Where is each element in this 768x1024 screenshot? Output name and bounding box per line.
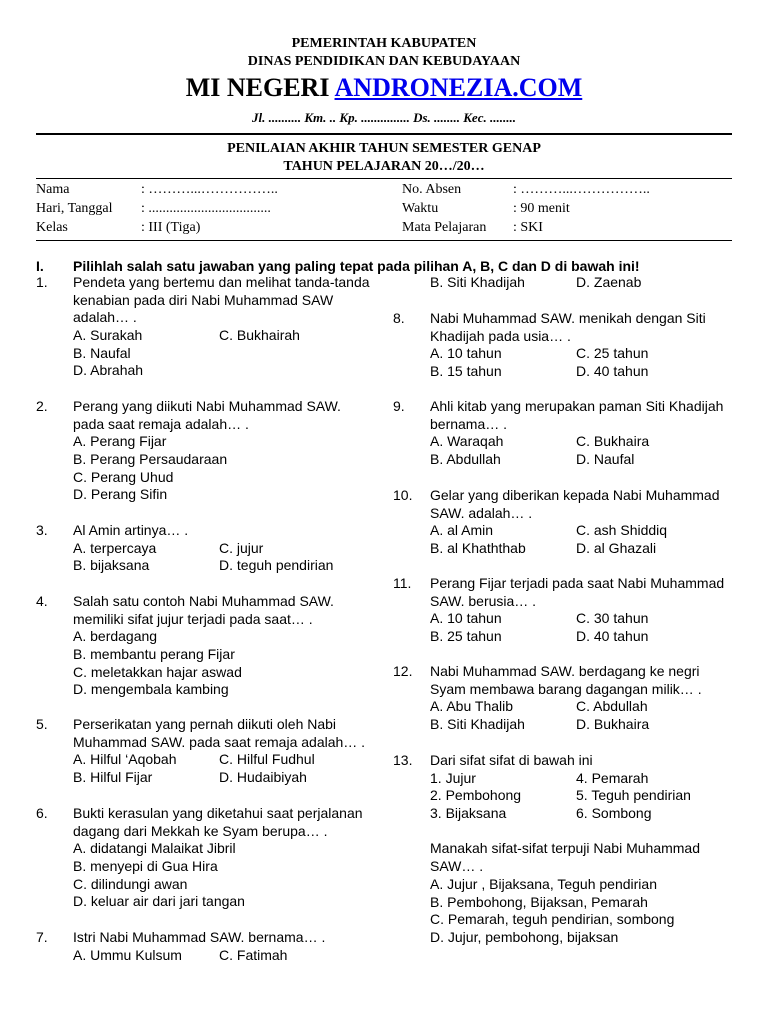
exam-year: TAHUN PELAJARAN 20…/20…: [283, 159, 485, 174]
option-a[interactable]: A. Jujur , Bijaksana, Teguh pendirian: [430, 875, 657, 892]
option-b[interactable]: B. Abdullah: [430, 451, 501, 468]
question-text: Dari sifat sifat di bawah ini: [430, 752, 593, 768]
question-number: 13.: [393, 752, 413, 768]
option-b[interactable]: B. al Khaththab: [430, 540, 526, 557]
question-text: Khadijah pada usia… .: [430, 327, 571, 344]
question-text: bernama… .: [430, 415, 508, 432]
government-line: PEMERINTAH KABUPATEN: [291, 36, 477, 51]
trait-item: 2. Pembohong: [430, 787, 522, 804]
question-number: 5.: [36, 716, 48, 732]
option-d[interactable]: D. Perang Sifin: [73, 486, 168, 503]
option-a[interactable]: A. Surakah: [73, 327, 143, 344]
option-d[interactable]: D. keluar air dari jari tangan: [73, 893, 245, 910]
info-value-field[interactable]: : ………...……………..: [513, 182, 650, 197]
question-text: Perserikatan yang pernah diikuti oleh Nabi: [73, 716, 337, 732]
question-text: Istri Nabi Muhammad SAW. bernama… .: [73, 929, 326, 945]
info-value: : III (Tiga): [141, 220, 201, 235]
info-label: Waktu: [402, 201, 439, 216]
question-text: Nabi Muhammad SAW. berdagang ke negri: [430, 663, 700, 679]
trait-item: 1. Jujur: [430, 769, 476, 786]
option-c[interactable]: C. Abdullah: [576, 698, 648, 715]
option-d[interactable]: D. al Ghazali: [576, 540, 657, 557]
question-text: Nabi Muhammad SAW. menikah dengan Siti: [430, 310, 706, 326]
question-text: Ahli kitab yang merupakan paman Siti Khadijah: [430, 398, 724, 414]
option-c[interactable]: C. 30 tahun: [576, 610, 649, 627]
question-number: 4.: [36, 593, 48, 609]
question-text: pada saat remaja adalah… .: [73, 415, 249, 432]
option-c[interactable]: C. Hilful Fudhul: [219, 751, 315, 768]
option-d[interactable]: D. Bukhaira: [576, 716, 650, 733]
trait-item: 3. Bijaksana: [430, 805, 507, 822]
question-text: Muhammad SAW. pada saat remaja adalah… .: [73, 733, 366, 750]
question-prompt: SAW… .: [430, 858, 484, 875]
question-text: Perang yang diikuti Nabi Muhammad SAW.: [73, 398, 341, 414]
question-text: Syam membawa barang dagangan milik… .: [430, 680, 702, 697]
option-c[interactable]: C. Bukhairah: [219, 327, 300, 344]
option-d[interactable]: D. teguh pendirian: [219, 557, 334, 574]
option-a[interactable]: A. Ummu Kulsum: [73, 946, 182, 963]
question-number: 6.: [36, 805, 48, 821]
info-label: Nama: [36, 182, 70, 197]
option-b[interactable]: B. Siti Khadijah: [430, 274, 525, 290]
question-text: memiliki sifat jujur terjadi pada saat… .: [73, 610, 313, 627]
trait-item: 5. Teguh pendirian: [576, 787, 691, 804]
question-number: 12.: [393, 663, 413, 679]
option-c[interactable]: C. 25 tahun: [576, 345, 649, 362]
question-number: 7.: [36, 929, 48, 945]
option-c[interactable]: C. dilindungi awan: [73, 875, 188, 892]
title-divider: [36, 178, 732, 179]
section-number: I.: [36, 258, 44, 274]
trait-item: 4. Pemarah: [576, 769, 649, 786]
trait-item: 6. Sombong: [576, 805, 652, 822]
school-name: [0, 72, 768, 104]
option-a[interactable]: A. didatangi Malaikat Jibril: [73, 840, 236, 857]
option-d[interactable]: D. Zaenab: [576, 274, 642, 290]
option-d[interactable]: D. Naufal: [576, 451, 635, 468]
question-text: SAW. adalah… .: [430, 504, 533, 521]
question-text: Salah satu contoh Nabi Muhammad SAW.: [73, 593, 334, 609]
info-value-field[interactable]: : ...................................: [141, 201, 271, 216]
option-a[interactable]: A. Perang Fijar: [73, 433, 167, 450]
question-text: Pendeta yang bertemu dan melihat tanda-tanda: [73, 274, 370, 290]
option-c[interactable]: C. Fatimah: [219, 946, 288, 963]
question-text: adalah… .: [73, 309, 137, 326]
option-a[interactable]: A. Abu Thalib: [430, 698, 514, 715]
question-number: 3.: [36, 522, 48, 538]
option-d[interactable]: D. Jujur, pembohong, bijaksan: [430, 928, 619, 945]
option-a[interactable]: A. 10 tahun: [430, 345, 502, 362]
option-d[interactable]: D. Abrahah: [73, 362, 144, 379]
question-text: Bukti kerasulan yang diketahui saat perjalanan: [73, 805, 363, 821]
option-a[interactable]: A. Hilful ‘Aqobah: [73, 751, 177, 768]
option-a[interactable]: A. berdagang: [73, 628, 158, 645]
question-7-continued: [430, 274, 740, 292]
option-b[interactable]: B. Perang Persaudaraan: [73, 451, 228, 468]
option-b[interactable]: B. Hilful Fijar: [73, 769, 153, 786]
info-label: Hari, Tanggal: [36, 201, 113, 216]
question-text: SAW. berusia… .: [430, 592, 537, 609]
question-number: 8.: [393, 310, 405, 326]
school-name-prefix: MI NEGERI: [185, 73, 335, 102]
question-text: Al Amin artinya… .: [73, 522, 189, 538]
question-number: 11.: [393, 575, 412, 591]
info-label: Kelas: [36, 220, 68, 235]
option-a[interactable]: A. 10 tahun: [430, 610, 502, 627]
option-a[interactable]: A. Waraqah: [430, 433, 504, 450]
option-c[interactable]: C. Bukhaira: [576, 433, 650, 450]
option-d[interactable]: D. Hudaibiyah: [219, 769, 307, 786]
question-number: 2.: [36, 398, 48, 414]
info-value-field[interactable]: : ………...……………..: [141, 182, 278, 197]
option-c[interactable]: C. jujur: [219, 539, 264, 556]
option-b[interactable]: B. membantu perang Fijar: [73, 646, 235, 663]
option-b[interactable]: B. menyepi di Gua Hira: [73, 858, 218, 875]
option-c[interactable]: C. Pemarah, teguh pendirian, sombong: [430, 911, 675, 928]
option-c[interactable]: C. meletakkan hajar aswad: [73, 663, 242, 680]
school-website-link[interactable]: ANDRONEZIA.COM: [334, 73, 583, 102]
info-label: Mata Pelajaran: [402, 220, 487, 235]
option-d[interactable]: D. mengembala kambing: [73, 681, 229, 698]
question-text: Gelar yang diberikan kepada Nabi Muhammad: [430, 487, 720, 503]
info-label: No. Absen: [402, 182, 462, 197]
question-text: kenabian pada diri Nabi Muhammad SAW: [73, 291, 334, 308]
option-a[interactable]: A. terpercaya: [73, 539, 157, 556]
option-c[interactable]: C. ash Shiddiq: [576, 522, 668, 539]
header-divider: [36, 133, 732, 135]
option-c[interactable]: C. Perang Uhud: [73, 468, 174, 485]
department-line: DINAS PENDIDIKAN DAN KEBUDAYAAN: [247, 54, 521, 69]
question-text: Perang Fijar terjadi pada saat Nabi Muhammad: [430, 575, 725, 591]
question-number: 9.: [393, 398, 405, 414]
instructions-text: Pilihlah salah satu jawaban yang paling tepat pada pilihan A, B, C dan D di bawah ini!: [73, 258, 640, 274]
info-value: : SKI: [513, 220, 543, 235]
option-b[interactable]: B. 15 tahun: [430, 363, 502, 380]
school-address: Jl. .......... Km. .. Kp. ............... Ds. ........ Kec. ........: [252, 110, 516, 125]
question-number: 1.: [36, 274, 48, 290]
option-b[interactable]: B. bijaksana: [73, 557, 150, 574]
option-d[interactable]: D. 40 tahun: [576, 628, 649, 645]
question-number: 10.: [393, 487, 413, 503]
option-b[interactable]: B. Siti Khadijah: [430, 716, 525, 733]
option-b[interactable]: B. Naufal: [73, 344, 131, 361]
option-a[interactable]: A. al Amin: [430, 522, 494, 539]
info-divider: [36, 240, 732, 241]
option-b[interactable]: B. 25 tahun: [430, 628, 502, 645]
question-prompt: Manakah sifat-sifat terpuji Nabi Muhammad: [430, 840, 701, 857]
option-b[interactable]: B. Pembohong, Bijaksan, Pemarah: [430, 893, 648, 910]
exam-title: PENILAIAN AKHIR TAHUN SEMESTER GENAP: [227, 141, 541, 156]
info-value: : 90 menit: [513, 201, 570, 216]
option-d[interactable]: D. 40 tahun: [576, 363, 649, 380]
question-text: dagang dari Mekkah ke Syam berupa… .: [73, 822, 328, 839]
